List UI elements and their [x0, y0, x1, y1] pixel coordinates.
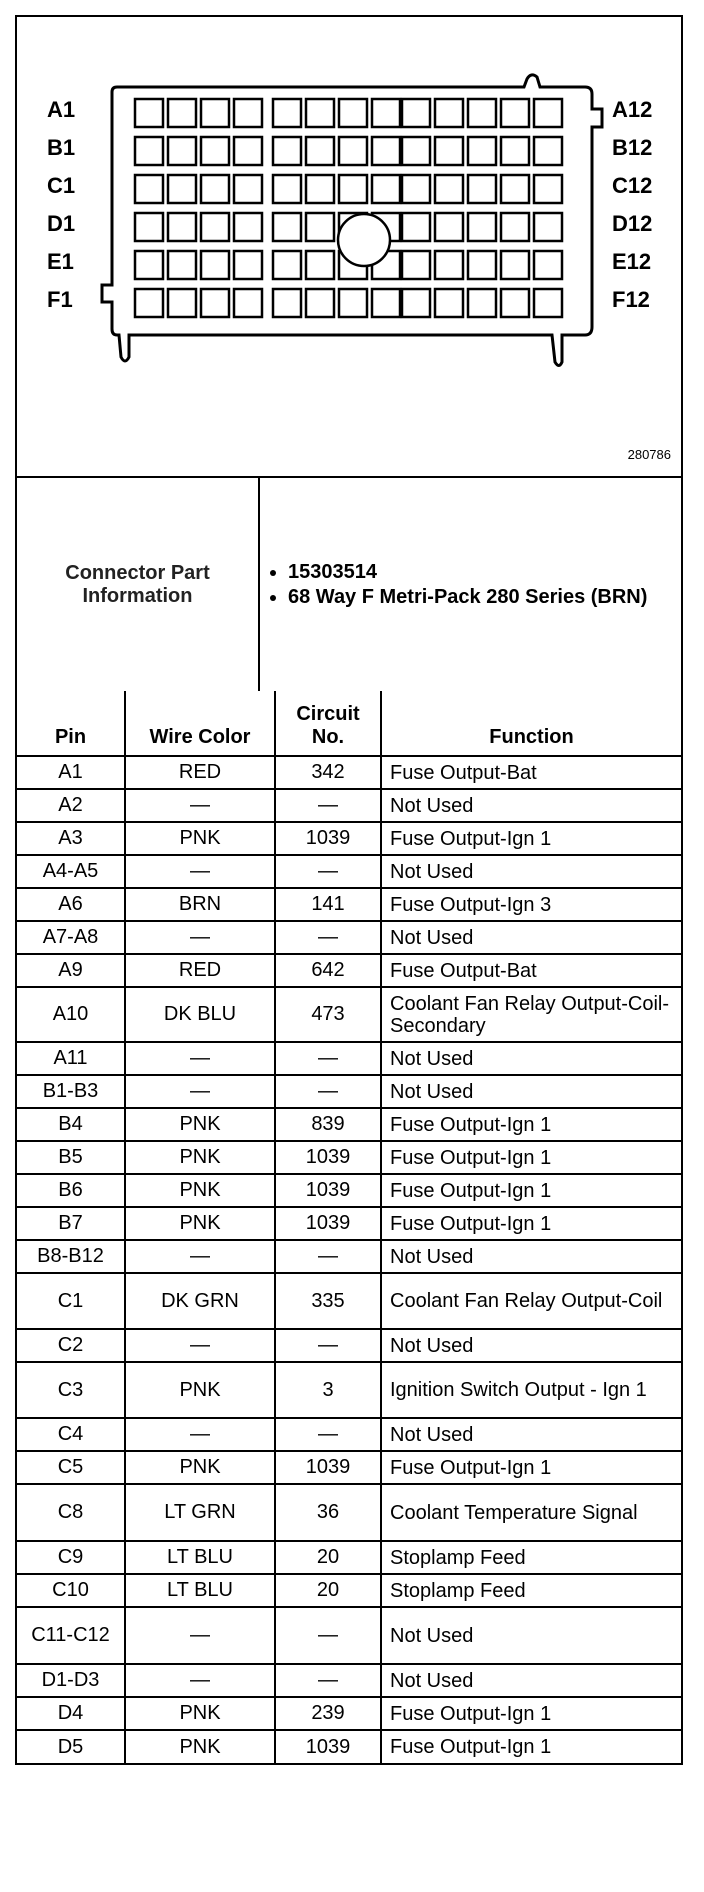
pin-cavity — [273, 213, 301, 241]
pin-cell: A11 — [17, 1042, 125, 1075]
center-post — [338, 214, 390, 266]
circuit-cell: 3 — [275, 1362, 381, 1418]
pin-cavity — [534, 99, 562, 127]
pin-cavity — [534, 175, 562, 203]
table-row — [17, 1207, 681, 1240]
circuit-cell: — — [275, 1075, 381, 1108]
row-label-left: E1 — [47, 249, 74, 274]
pin-cavity — [234, 99, 262, 127]
pin-cavity — [339, 99, 367, 127]
circuit-cell: — — [275, 1042, 381, 1075]
pin-cavity — [234, 289, 262, 317]
pin-cell: C1 — [17, 1273, 125, 1329]
row-label-left: C1 — [47, 173, 76, 198]
table-row — [17, 1075, 681, 1108]
pin-cavity — [234, 251, 262, 279]
part-description: • 68 Way F Metri-Pack 280 Series (BRN) — [288, 586, 673, 609]
pinout-table — [17, 691, 681, 1763]
pin-cavity — [501, 175, 529, 203]
pin-cell: C8 — [17, 1484, 125, 1541]
pin-cavity — [468, 213, 496, 241]
wire-color-cell: BRN — [125, 888, 275, 921]
circuit-cell: 1039 — [275, 1451, 381, 1484]
pin-cell: D4 — [17, 1697, 125, 1730]
circuit-cell: 1039 — [275, 1730, 381, 1763]
circuit-cell: 473 — [275, 987, 381, 1042]
part-info-values — [259, 478, 681, 691]
pin-cavity — [402, 99, 430, 127]
function-cell: Fuse Output-Ign 1 — [381, 1108, 681, 1141]
pin-cavity — [168, 251, 196, 279]
table-row — [17, 1329, 681, 1362]
pin-cell: A9 — [17, 954, 125, 987]
circuit-cell: — — [275, 1329, 381, 1362]
pin-cavity — [273, 251, 301, 279]
wire-color-cell: PNK — [125, 1730, 275, 1763]
pin-cavity — [339, 289, 367, 317]
pin-cavity — [168, 99, 196, 127]
table-row — [17, 1574, 681, 1607]
wire-color-cell: — — [125, 1075, 275, 1108]
row-label-left: D1 — [47, 211, 76, 236]
pin-cell: A2 — [17, 789, 125, 822]
circuit-cell: 20 — [275, 1574, 381, 1607]
table-row — [17, 1451, 681, 1484]
table-row — [17, 1362, 681, 1418]
wire-color-cell: PNK — [125, 1108, 275, 1141]
pin-cavity — [135, 137, 163, 165]
table-row — [17, 954, 681, 987]
pin-cavity — [435, 213, 463, 241]
table-row — [17, 1418, 681, 1451]
wire-color-cell: DK GRN — [125, 1273, 275, 1329]
pin-cell: C3 — [17, 1362, 125, 1418]
pin-cavity — [306, 251, 334, 279]
pin-cavity — [135, 289, 163, 317]
table-row — [17, 1730, 681, 1763]
pin-cavity — [402, 251, 430, 279]
pin-cell: B6 — [17, 1174, 125, 1207]
pin-cell: B7 — [17, 1207, 125, 1240]
pin-cavity — [168, 213, 196, 241]
function-cell: Ignition Switch Output - Ign 1 — [381, 1362, 681, 1418]
pin-cavity — [435, 137, 463, 165]
wire-color-cell: RED — [125, 954, 275, 987]
pin-cavity — [273, 175, 301, 203]
row-label-right: C12 — [612, 173, 653, 198]
table-row — [17, 855, 681, 888]
pin-cavity — [135, 213, 163, 241]
wire-color-cell: LT GRN — [125, 1484, 275, 1541]
wire-color-cell: — — [125, 1607, 275, 1664]
circuit-cell: — — [275, 789, 381, 822]
function-cell: Stoplamp Feed — [381, 1541, 681, 1574]
circuit-cell: 335 — [275, 1273, 381, 1329]
header-function: Function — [381, 691, 681, 756]
circuit-cell: — — [275, 921, 381, 954]
pin-cavity — [339, 175, 367, 203]
pin-cell: B8-B12 — [17, 1240, 125, 1273]
pin-cavity — [501, 213, 529, 241]
function-cell: Not Used — [381, 1607, 681, 1664]
table-row — [17, 1697, 681, 1730]
wire-color-cell: LT BLU — [125, 1574, 275, 1607]
wire-color-cell: PNK — [125, 1697, 275, 1730]
table-row — [17, 921, 681, 954]
pin-cavity — [234, 213, 262, 241]
header-wire-color: Wire Color — [125, 691, 275, 756]
pin-cell: B1-B3 — [17, 1075, 125, 1108]
pin-cavity — [201, 175, 229, 203]
pin-cavity — [402, 175, 430, 203]
pin-cavity — [468, 289, 496, 317]
pin-cavity — [168, 289, 196, 317]
pin-cavity — [435, 175, 463, 203]
table-row — [17, 1273, 681, 1329]
function-cell: Fuse Output-Ign 1 — [381, 1174, 681, 1207]
circuit-cell: 1039 — [275, 822, 381, 855]
header-circuit-no: Circuit No. — [275, 691, 381, 756]
table-row — [17, 789, 681, 822]
pin-cavity — [402, 137, 430, 165]
function-cell: Not Used — [381, 921, 681, 954]
function-cell: Fuse Output-Ign 1 — [381, 1207, 681, 1240]
pin-cavity — [534, 251, 562, 279]
function-cell: Coolant Fan Relay Output-Coil — [381, 1273, 681, 1329]
wire-color-cell: PNK — [125, 822, 275, 855]
circuit-cell: — — [275, 1240, 381, 1273]
circuit-cell: 141 — [275, 888, 381, 921]
pin-cavity — [372, 289, 400, 317]
pin-cavity — [201, 289, 229, 317]
function-cell: Stoplamp Feed — [381, 1574, 681, 1607]
pin-cavity — [468, 99, 496, 127]
row-label-right: E12 — [612, 249, 652, 274]
wire-color-cell: DK BLU — [125, 987, 275, 1042]
circuit-cell: 1039 — [275, 1207, 381, 1240]
pin-cell: B4 — [17, 1108, 125, 1141]
header-row — [17, 691, 681, 756]
pin-cavity — [435, 251, 463, 279]
pin-cavity — [501, 289, 529, 317]
header-pin: Pin — [17, 691, 125, 756]
function-cell: Coolant Temperature Signal — [381, 1484, 681, 1541]
connector-diagram — [17, 17, 681, 478]
circuit-cell: 839 — [275, 1108, 381, 1141]
function-cell: Not Used — [381, 789, 681, 822]
row-label-left: F1 — [47, 287, 73, 312]
wire-color-cell: LT BLU — [125, 1541, 275, 1574]
pin-cavity — [372, 137, 400, 165]
function-cell: Not Used — [381, 1418, 681, 1451]
pin-cavity — [402, 213, 430, 241]
pin-cavity — [534, 137, 562, 165]
function-cell: Coolant Fan Relay Output-Coil-Secondary — [381, 987, 681, 1042]
pin-cavity — [372, 99, 400, 127]
row-label-right: B12 — [612, 135, 653, 160]
pin-cavity — [468, 137, 496, 165]
wire-color-cell: — — [125, 1240, 275, 1273]
pin-cavity — [273, 289, 301, 317]
pin-cell: C9 — [17, 1541, 125, 1574]
pin-cell: C10 — [17, 1574, 125, 1607]
wire-color-cell: — — [125, 1418, 275, 1451]
pin-cavity — [435, 289, 463, 317]
wire-color-cell: PNK — [125, 1362, 275, 1418]
circuit-cell: — — [275, 1418, 381, 1451]
pin-cavity — [306, 213, 334, 241]
pin-cell: A4-A5 — [17, 855, 125, 888]
pin-cell: A7-A8 — [17, 921, 125, 954]
pin-cavity — [402, 289, 430, 317]
wire-color-cell: PNK — [125, 1207, 275, 1240]
table-row — [17, 756, 681, 789]
pin-cell: C11-C12 — [17, 1607, 125, 1664]
circuit-cell: 20 — [275, 1541, 381, 1574]
pin-cavity — [273, 99, 301, 127]
table-row — [17, 1141, 681, 1174]
function-cell: Fuse Output-Ign 1 — [381, 1451, 681, 1484]
pin-cavity — [135, 175, 163, 203]
table-row — [17, 1541, 681, 1574]
table-row — [17, 1042, 681, 1075]
figure-id: 280786 — [627, 447, 671, 462]
pin-cavity — [534, 213, 562, 241]
circuit-cell: 1039 — [275, 1174, 381, 1207]
row-label-right: A12 — [612, 97, 653, 122]
pin-cavity — [468, 251, 496, 279]
pin-cavity — [201, 137, 229, 165]
function-cell: Not Used — [381, 1042, 681, 1075]
wire-color-cell: — — [125, 855, 275, 888]
circuit-cell: 642 — [275, 954, 381, 987]
function-cell: Not Used — [381, 1664, 681, 1697]
function-cell: Fuse Output-Ign 1 — [381, 822, 681, 855]
pin-cell: C5 — [17, 1451, 125, 1484]
pin-cell: A6 — [17, 888, 125, 921]
table-row — [17, 987, 681, 1042]
table-row — [17, 1240, 681, 1273]
pin-cavity — [339, 137, 367, 165]
circuit-cell: — — [275, 1664, 381, 1697]
function-cell: Fuse Output-Ign 1 — [381, 1141, 681, 1174]
pinout-rows — [17, 756, 681, 1763]
function-cell: Fuse Output-Bat — [381, 954, 681, 987]
pin-cavity — [468, 175, 496, 203]
pin-cavity — [273, 137, 301, 165]
row-label-left: B1 — [47, 135, 76, 160]
function-cell: Fuse Output-Bat — [381, 756, 681, 789]
function-cell: Not Used — [381, 1240, 681, 1273]
pin-cell: B5 — [17, 1141, 125, 1174]
connector-face-drawing — [17, 17, 681, 476]
circuit-cell: 36 — [275, 1484, 381, 1541]
pin-cavity — [501, 251, 529, 279]
pin-cavity — [501, 137, 529, 165]
wire-color-cell: — — [125, 1664, 275, 1697]
table-row — [17, 822, 681, 855]
pin-cavity — [306, 99, 334, 127]
pin-cell: C4 — [17, 1418, 125, 1451]
circuit-cell: — — [275, 1607, 381, 1664]
wire-color-cell: — — [125, 789, 275, 822]
pin-cavity — [501, 99, 529, 127]
pin-cavity — [135, 99, 163, 127]
connector-document — [15, 15, 683, 1765]
pin-cell: D1-D3 — [17, 1664, 125, 1697]
table-row — [17, 1108, 681, 1141]
row-label-left: A1 — [47, 97, 76, 122]
table-row — [17, 1664, 681, 1697]
function-cell: Not Used — [381, 1075, 681, 1108]
wire-color-cell: RED — [125, 756, 275, 789]
function-cell: Fuse Output-Ign 1 — [381, 1730, 681, 1763]
pin-cavity — [306, 137, 334, 165]
circuit-cell: 1039 — [275, 1141, 381, 1174]
pin-cell: A10 — [17, 987, 125, 1042]
pin-cavity — [534, 289, 562, 317]
part-info-label: Connector Part Information — [17, 478, 259, 691]
pin-cell: C2 — [17, 1329, 125, 1362]
pin-cavity — [168, 175, 196, 203]
function-cell: Fuse Output-Ign 3 — [381, 888, 681, 921]
wire-color-cell: — — [125, 921, 275, 954]
pin-cavity — [201, 99, 229, 127]
function-cell: Not Used — [381, 1329, 681, 1362]
table-row — [17, 888, 681, 921]
pin-cavity — [201, 213, 229, 241]
wire-color-cell: PNK — [125, 1174, 275, 1207]
part-number: • 15303514 — [288, 561, 673, 584]
pin-cell: A3 — [17, 822, 125, 855]
row-label-right: F12 — [612, 287, 650, 312]
pin-cell: D5 — [17, 1730, 125, 1763]
wire-color-cell: — — [125, 1042, 275, 1075]
pin-cavity — [201, 251, 229, 279]
circuit-cell: — — [275, 855, 381, 888]
pin-cavity — [372, 175, 400, 203]
table-row — [17, 1607, 681, 1664]
pin-cavity — [306, 289, 334, 317]
pin-cell: A1 — [17, 756, 125, 789]
function-cell: Not Used — [381, 855, 681, 888]
circuit-cell: 342 — [275, 756, 381, 789]
pin-cavity — [168, 137, 196, 165]
pin-cavity — [435, 99, 463, 127]
wire-color-cell: PNK — [125, 1141, 275, 1174]
pin-cavity — [135, 251, 163, 279]
wire-color-cell: PNK — [125, 1451, 275, 1484]
function-cell: Fuse Output-Ign 1 — [381, 1697, 681, 1730]
circuit-cell: 239 — [275, 1697, 381, 1730]
row-label-right: D12 — [612, 211, 653, 236]
table-row — [17, 1174, 681, 1207]
wire-color-cell: — — [125, 1329, 275, 1362]
table-row — [17, 1484, 681, 1541]
pin-cavity — [306, 175, 334, 203]
part-info-table — [17, 478, 681, 691]
pin-cavity — [234, 175, 262, 203]
pin-cavity — [234, 137, 262, 165]
